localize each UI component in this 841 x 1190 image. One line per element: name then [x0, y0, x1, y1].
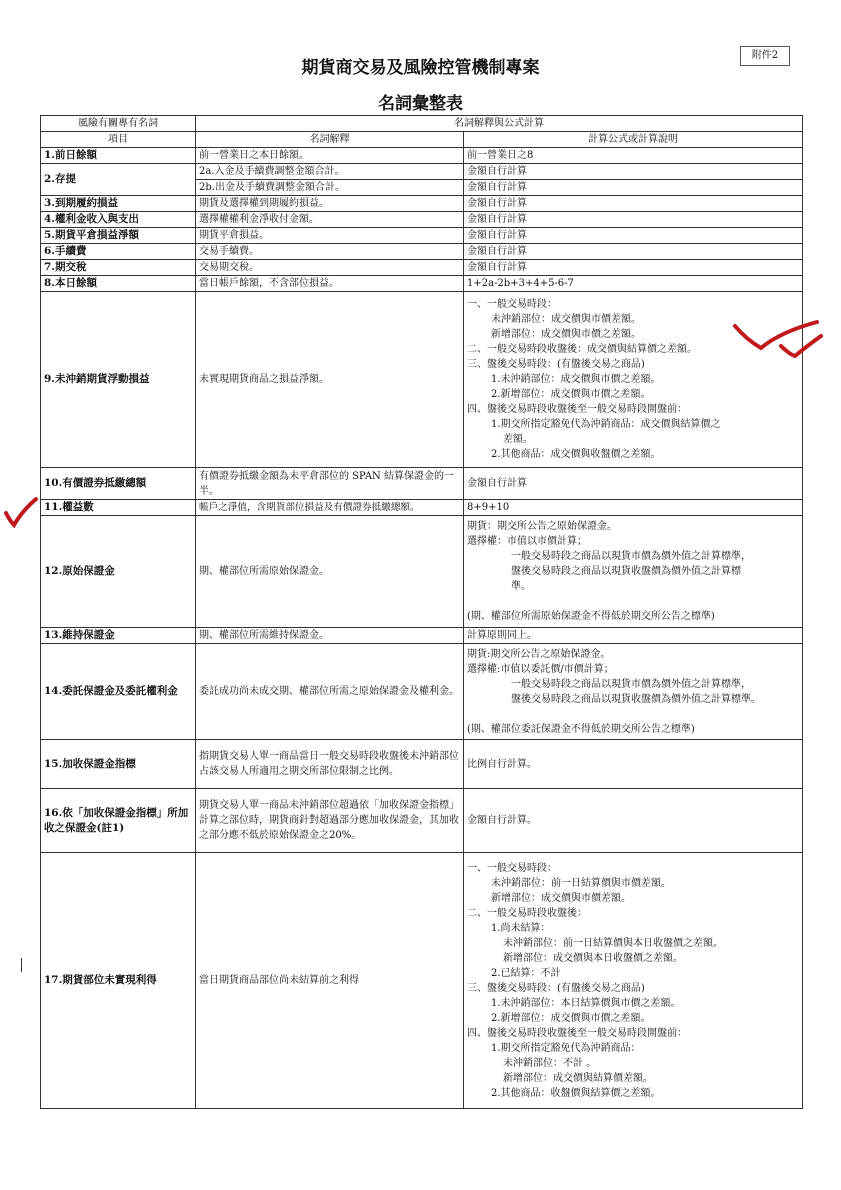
row-item: 16.依「加收保證金指標」所加收之保證金(註1) [41, 789, 196, 853]
row-item: 10.有價證券抵繳總額 [41, 468, 196, 500]
row-explanation: 當日帳戶餘額，不含部位損益。 [196, 276, 464, 292]
row-item: 5.期貨平倉損益淨額 [41, 228, 196, 244]
formula-line: 四、盤後交易時段收盤後至一般交易時段開盤前： [467, 404, 687, 415]
row-explanation: 交易手續費。 [196, 244, 464, 260]
row-explanation: 有價證券抵繳金額為未平倉部位的 SPAN 結算保證金的一半。 [196, 468, 464, 500]
formula-line: 一般交易時段之商品以現貨市價為價外值之計算標準， [511, 678, 751, 690]
row-item: 9.未沖銷期貨浮動損益 [41, 292, 196, 468]
formula-line: (期、權部位委託保證金不得低於期交所公告之標準) [467, 723, 695, 735]
formula-line: 1.期交所指定豁免代為沖銷商品： [491, 1042, 641, 1054]
formula-line: 2.其他商品：成交價與收盤價之差額。 [491, 449, 661, 460]
document-title: 期貨商交易及風險控管機制專案 [301, 58, 540, 78]
row-explanation: 期貨及選擇權到期履約損益。 [196, 196, 464, 212]
row-formula: 金額自行計算 [464, 244, 803, 260]
row-item: 13.維持保證金 [41, 628, 196, 644]
row-formula: 金額自行計算 [464, 468, 803, 500]
formula-line: 期貨:期交所公告之原始保證金。 [467, 648, 611, 660]
formula-line: 1.期交所指定豁免代為沖銷商品：成交價與結算價之 [491, 419, 721, 430]
row-explanation: 期貨交易人單一商品未沖銷部位超過依「加收保證金指標」計算之部位時，期貨商針對超過部分應加收保證金，其加收之部分應不低於原始保證金之20%。 [196, 789, 464, 853]
formula-line: 新增部位：成交價與本日收盤價之差額。 [503, 952, 683, 964]
annex-label: 附件2 [740, 46, 790, 66]
row-explanation: 未實現期貨商品之損益淨額。 [196, 292, 464, 468]
row-item: 2.存提 [41, 164, 196, 196]
row-item: 3.到期履約損益 [41, 196, 196, 212]
row-item: 1.前日餘額 [41, 148, 196, 164]
row-explanation: 帳戶之淨值，含期貨部位損益及有價證券抵繳總額。 [196, 500, 464, 516]
col-expl-header: 名詞解釋 [196, 132, 464, 148]
formula-line: 1.未沖銷部位：成交價與市價之差額。 [491, 374, 661, 385]
checkmark-icon [0, 495, 40, 535]
row-item: 17.期貨部位未實現利得 [41, 853, 196, 1109]
formula-line: 一般交易時段之商品以現貨市價為價外值之計算標準， [511, 551, 751, 562]
col-formula-header: 計算公式或計算說明 [464, 132, 803, 148]
row-formula: 前一營業日之8 [464, 148, 803, 164]
row-item: 12.原始保證金 [41, 516, 196, 628]
formula-line: 未沖銷部位：前一日結算價與市價差額。 [491, 877, 671, 889]
row-explanation: 2b.出金及手續費調整金額合計。 [196, 180, 464, 196]
formula-line: 一、一般交易時段： [467, 299, 557, 310]
row-explanation: 期、權部位所需維持保證金。 [196, 628, 464, 644]
formula-line: 1.未沖銷部位：本日結算價與市價之差額。 [491, 997, 681, 1009]
formula-line: 一、一般交易時段： [467, 862, 557, 874]
formula-line: 2.已結算：不計 [491, 967, 561, 979]
formula-line: 2.其他商品：收盤價與結算價之差額。 [491, 1087, 661, 1099]
row-formula: 8+9+10 [464, 500, 803, 516]
row-item: 15.加收保證金指標 [41, 740, 196, 789]
formula-line: 二、一般交易時段收盤後： [467, 907, 587, 919]
row-formula: 金額自行計算 [464, 196, 803, 212]
formula-line: 差額。 [503, 434, 533, 445]
formula-line: 新增部位：成交價與結算價差額。 [503, 1072, 653, 1084]
row-explanation: 當日期貨商品部位尚未結算前之利得 [196, 853, 464, 1109]
header-terms: 風險有關專有名詞 [41, 116, 196, 132]
row-item: 8.本日餘額 [41, 276, 196, 292]
formula-line: 三、盤後交易時段：(有盤後交易之商品) [467, 359, 645, 370]
formula-line: 2.新增部位：成交價與市價之差額。 [491, 389, 651, 400]
row-explanation: 2a.入金及手續費調整金額合計。 [196, 164, 464, 180]
formula-line: 三、盤後交易時段：(有盤後交易之商品) [467, 982, 645, 994]
row-formula: 1+2a-2b+3+4+5-6-7 [464, 276, 803, 292]
document-subtitle: 名詞彙整表 [378, 94, 463, 114]
row-formula [464, 516, 803, 628]
row-explanation: 選擇權權利金淨收付金額。 [196, 212, 464, 228]
formula-line [467, 594, 799, 609]
formula-line: 盤後交易時段之商品以現貨收盤價為價外值之計算標準。 [511, 693, 761, 705]
formula-line: 1.尚未結算： [491, 922, 551, 934]
row-formula: 金額自行計算 [464, 260, 803, 276]
row-formula [464, 644, 803, 740]
row-explanation: 期貨平倉損益。 [196, 228, 464, 244]
formula-line [467, 707, 799, 722]
glossary-table [40, 115, 803, 1109]
row-formula: 比例自行計算。 [464, 740, 803, 789]
formula-line: 選擇權：市值以市價計算； [467, 536, 587, 547]
header-definitions: 名詞解釋與公式計算 [196, 116, 803, 132]
formula-line: 二、一般交易時段收盤後：成交價與結算價之差額。 [467, 344, 697, 355]
formula-line: 選擇權:市值以委託價/市價計算； [467, 663, 614, 675]
formula-line: 四、盤後交易時段收盤後至一般交易時段開盤前： [467, 1027, 687, 1039]
checkmark-icon [725, 318, 825, 363]
row-formula: 金額自行計算 [464, 164, 803, 180]
formula-line: 未沖銷部位：不計 。 [503, 1057, 597, 1069]
formula-line: 新增部位：成交價與市價之差額。 [491, 329, 641, 340]
row-explanation: 指期貨交易人單一商品當日一般交易時段收盤後未沖銷部位占該交易人所適用之期交所部位限制之比例。 [196, 740, 464, 789]
formula-line: 期貨：期交所公告之原始保證金。 [467, 521, 617, 532]
formula-line: 盤後交易時段之商品以現貨收盤價為價外值之計算標 [511, 566, 741, 577]
row-item: 6.手續費 [41, 244, 196, 260]
formula-line: (期、權部位所需原始保證金不得低於期交所公告之標準) [467, 611, 715, 622]
formula-line: 未沖銷部位：前一日結算價與本日收盤價之差額。 [503, 937, 723, 949]
row-item: 11.權益數 [41, 500, 196, 516]
row-explanation: 期、權部位所需原始保證金。 [196, 516, 464, 628]
row-item: 7.期交稅 [41, 260, 196, 276]
row-item: 4.權利金收入與支出 [41, 212, 196, 228]
formula-line: 未沖銷部位：成交價與市價差額。 [491, 314, 641, 325]
row-explanation: 委託成功尚未成交期、權部位所需之原始保證金及權利金。 [196, 644, 464, 740]
row-formula: 金額自行計算 [464, 212, 803, 228]
margin-mark [21, 958, 22, 972]
formula-line: 2.新增部位：成交價與市價之差額。 [491, 1012, 651, 1024]
formula-line: 新增部位：成交價與市價差額。 [491, 892, 631, 904]
row-formula [464, 853, 803, 1109]
row-formula: 金額自行計算 [464, 228, 803, 244]
row-formula: 計算原則同上。 [464, 628, 803, 644]
row-explanation: 交易期交稅。 [196, 260, 464, 276]
row-formula: 金額自行計算 [464, 180, 803, 196]
row-item: 14.委託保證金及委託權利金 [41, 644, 196, 740]
row-explanation: 前一營業日之本日餘額。 [196, 148, 464, 164]
row-formula: 金額自行計算。 [464, 789, 803, 853]
formula-line: 準。 [511, 581, 531, 592]
col-item-header: 項目 [41, 132, 196, 148]
